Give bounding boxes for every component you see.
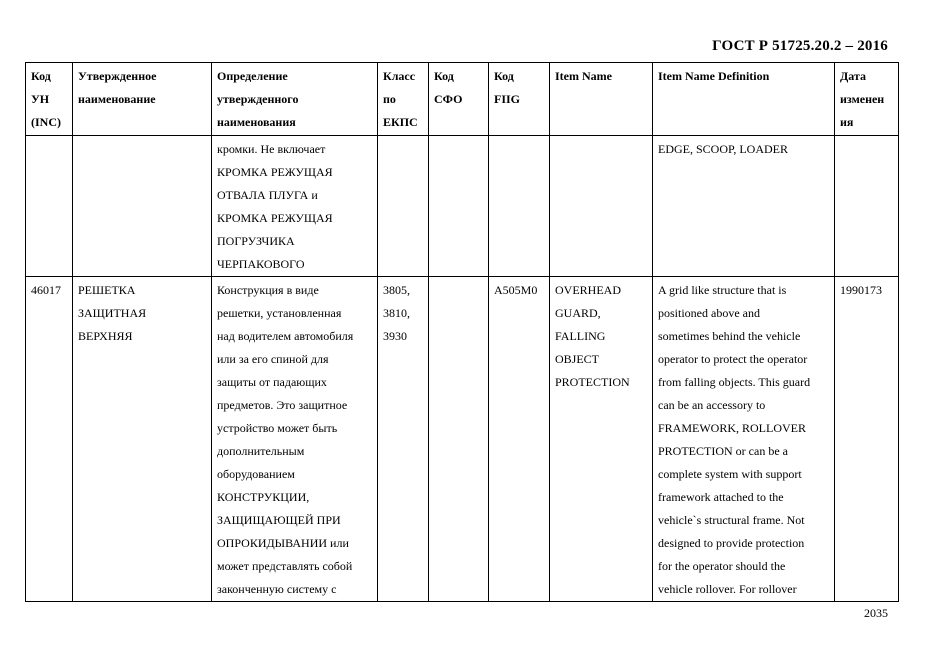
cell-change-date [835, 277, 899, 602]
cell-fiig-code [489, 136, 550, 277]
table.rows.1.item_definition-line: operator to protect the operator [658, 352, 808, 366]
table.rows.1.item_definition-line: complete system with support [658, 467, 802, 481]
cell-class [378, 136, 429, 277]
header-approved-name [73, 63, 212, 136]
table.rows.1.item_definition-line: can be an accessory to [658, 398, 766, 412]
table.rows.1.item_name-line: OBJECT [555, 352, 600, 366]
table.headers.2-line: Определение [217, 69, 288, 83]
table.rows.1.item_definition-line: sometimes behind the vehicle [658, 329, 801, 343]
cell-inc [26, 277, 73, 602]
table-row [26, 277, 899, 602]
table.rows.1.date-line: 1990173 [840, 283, 882, 297]
table.rows.1.definition-line: КОНСТРУКЦИИ, [217, 490, 310, 504]
table.rows.1.item_definition-line: vehicle`s structural frame. Not [658, 513, 805, 527]
table.headers.4-line: СФО [434, 92, 463, 106]
table.rows.1.definition-line: законченную систему с [217, 582, 337, 596]
table.rows.1.item_definition-line: A grid like structure that is [658, 283, 787, 297]
table.rows.1.definition-line: ЗАЩИЩАЮЩЕЙ ПРИ [217, 513, 341, 527]
table.rows.1.definition-line: дополнительным [217, 444, 305, 458]
table.headers.6-line: Item Name [555, 69, 612, 83]
table.headers.3-line: ЕКПС [383, 115, 418, 129]
table.rows.1.inc-line: 46017 [31, 283, 61, 297]
table.rows.1.definition-line: устройство может быть [217, 421, 338, 435]
table-row [26, 136, 899, 277]
table.headers.8-line: ия [840, 115, 854, 129]
table.headers.3-line: Класс [383, 69, 416, 83]
header-change-date [835, 63, 899, 136]
table.rows.1.item_definition-line: vehicle rollover. For rollover [658, 582, 797, 596]
table.rows.0.definition-line: ОТВАЛА ПЛУГА и [217, 188, 318, 202]
table.rows.0.definition-line: ПОГРУЗЧИКА [217, 234, 295, 248]
table.headers.2-line: утвержденного [217, 92, 299, 106]
table.rows.1.item_name-line: FALLING [555, 329, 606, 343]
cell-class [378, 277, 429, 602]
table.rows.1.definition-line: ОПРОКИДЫВАНИИ или [217, 536, 349, 550]
table.rows.1.definition-line: предметов. Это защитное [217, 398, 348, 412]
table.rows.1.class-line: 3805, [383, 283, 410, 297]
cell-change-date [835, 136, 899, 277]
table-header-row [26, 63, 899, 136]
table.rows.0.item_definition-line: EDGE, SCOOP, LOADER [658, 142, 789, 156]
table.headers.3-line: по [383, 92, 396, 106]
header-definition [212, 63, 378, 136]
cell-item-name [550, 277, 653, 602]
cell-definition [212, 136, 378, 277]
document-title: ГОСТ Р 51725.20.2 – 2016 [712, 38, 888, 54]
table.rows.1.approved_name-line: РЕШЕТКА [78, 283, 136, 297]
table.rows.1.item_name-line: GUARD, [555, 306, 601, 320]
table.rows.1.class-line: 3810, [383, 306, 410, 320]
table.headers.0-line: Код [31, 69, 51, 83]
cell-fiig-code [489, 277, 550, 602]
table.rows.1.item_definition-line: for the operator should the [658, 559, 786, 573]
table.headers.2-line: наименования [217, 115, 296, 129]
header-item-name [550, 63, 653, 136]
table.rows.1.item_name-line: PROTECTION [555, 375, 630, 389]
table.rows.0.definition-line: КРОМКА РЕЖУЩАЯ [217, 165, 333, 179]
table.headers.5-line: Код [494, 69, 514, 83]
header-class [378, 63, 429, 136]
cell-definition [212, 277, 378, 602]
table.rows.1.approved_name-line: ЗАЩИТНАЯ [78, 306, 147, 320]
table.rows.1.definition-line: или за его спиной для [217, 352, 329, 366]
table.rows.1.item_definition-line: framework attached to the [658, 490, 784, 504]
table.rows.0.definition-line: КРОМКА РЕЖУЩАЯ [217, 211, 333, 225]
cell-sfo-code [429, 277, 489, 602]
table.headers.0-line: УН [31, 92, 50, 106]
table.rows.1.item_definition-line: from falling objects. This guard [658, 375, 811, 389]
header-inc [26, 63, 73, 136]
table.headers.4-line: Код [434, 69, 454, 83]
table.headers.1-line: наименование [78, 92, 156, 106]
cell-sfo-code [429, 136, 489, 277]
table.headers.5-line: FIIG [494, 92, 521, 106]
cell-approved-name [73, 277, 212, 602]
table.rows.1.definition-line: может представлять собой [217, 559, 353, 573]
table.rows.1.definition-line: оборудованием [217, 467, 295, 481]
table.headers.7-line: Item Name Definition [658, 69, 770, 83]
table.rows.1.item_name-line: OVERHEAD [555, 283, 621, 297]
cell-approved-name [73, 136, 212, 277]
table.rows.1.item_definition-line: PROTECTION or can be a [658, 444, 788, 458]
table.headers.8-line: Дата [840, 69, 866, 83]
header-sfo-code [429, 63, 489, 136]
table.rows.1.definition-line: Конструкция в виде [217, 283, 319, 297]
cell-item-name-definition [653, 136, 835, 277]
table.headers.1-line: Утвержденное [78, 69, 157, 83]
table.rows.1.definition-line: над водителем автомобиля [217, 329, 354, 343]
table.rows.1.item_definition-line: FRAMEWORK, ROLLOVER [658, 421, 807, 435]
table.headers.8-line: изменен [840, 92, 885, 106]
table.rows.1.approved_name-line: ВЕРХНЯЯ [78, 329, 133, 343]
table.rows.1.definition-line: решетки, установленная [217, 306, 342, 320]
table.rows.1.item_definition-line: designed to provide protection [658, 536, 805, 550]
table.rows.1.class-line: 3930 [383, 329, 407, 343]
cell-inc [26, 136, 73, 277]
table.rows.0.definition-line: ЧЕРПАКОВОГО [217, 257, 305, 271]
table.rows.1.item_definition-line: positioned above and [658, 306, 760, 320]
table.rows.1.definition-line: защиты от падающих [217, 375, 327, 389]
header-fiig-code [489, 63, 550, 136]
table.rows.1.fiig-line: A505M0 [494, 283, 538, 297]
cell-item-name [550, 136, 653, 277]
header-item-name-definition [653, 63, 835, 136]
nomenclature-table [25, 62, 899, 602]
table.rows.0.definition-line: кромки. Не включает [217, 142, 326, 156]
page-number: 2035 [864, 606, 888, 620]
table.headers.0-line: (INC) [31, 115, 61, 129]
cell-item-name-definition [653, 277, 835, 602]
